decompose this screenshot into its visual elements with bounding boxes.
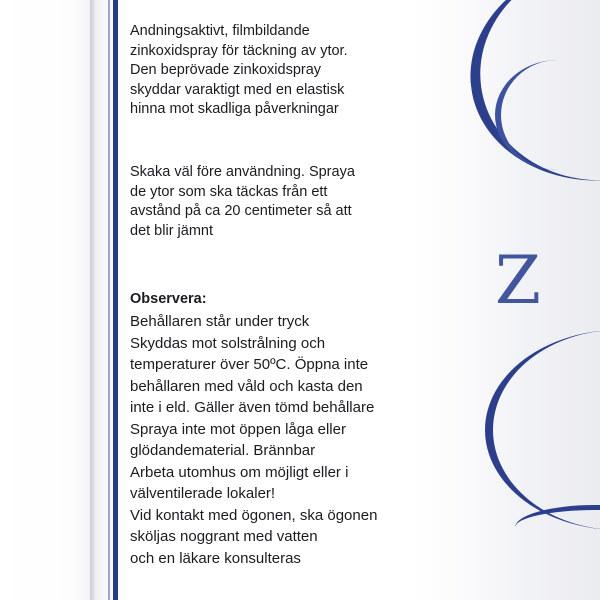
brand-wave (515, 505, 600, 550)
can-edge-shadow (90, 0, 96, 600)
warning-line: sköljas noggrant med vatten (130, 528, 318, 545)
usage-paragraph (130, 163, 460, 241)
warning-line: inte i eld. Gäller även tömd behållare (130, 399, 375, 416)
warning-line: välventilerade lokaler! (130, 485, 276, 502)
background-margin (0, 0, 90, 600)
label-stripe-thin (108, 0, 110, 600)
warning-heading: Observera: (130, 291, 207, 307)
brand-artwork (455, 0, 600, 600)
warning-line: glödandematerial. Brännbar (130, 442, 316, 459)
brand-swash-low (485, 330, 600, 530)
warning-paragraph (130, 311, 460, 569)
description-line: hinna mot skadliga påverkningar (130, 101, 339, 117)
usage-line: det blir jämnt (130, 222, 214, 239)
description-line: Den beprövade zinkoxidspray (130, 62, 322, 78)
description-paragraph (130, 22, 460, 120)
warning-line: behållaren med våld och kasta den (130, 377, 363, 395)
warning-line: och en läkare konsulteras (130, 549, 301, 567)
usage-line: Skaka väl före användning. Spraya (130, 164, 355, 180)
description-line: zinkoxidspray för täckning av ytor. (130, 42, 348, 59)
warning-line: Arbeta utomhus om möjligt eller i (130, 463, 349, 481)
warning-line: Spraya inte mot öppen låga eller (130, 420, 346, 438)
warning-line: Vid kontakt med ögonen, ska ögonen (130, 506, 378, 524)
warning-line: temperaturer över 50ºC. Öppna inte (130, 356, 369, 373)
warning-line: Behållaren står under tryck (130, 313, 310, 330)
description-line: skyddar varaktigt med en elastisk (130, 81, 345, 98)
brand-letter: Z (495, 242, 541, 319)
usage-line: avstånd på ca 20 centimeter så att (130, 203, 352, 219)
usage-line: de ytor som ska täckas från ett (130, 183, 328, 200)
label-stripe (113, 0, 118, 600)
warning-line: Skyddas mot solstrålning och (130, 334, 326, 352)
description-line: Andningsaktivt, filmbildande (130, 23, 310, 39)
